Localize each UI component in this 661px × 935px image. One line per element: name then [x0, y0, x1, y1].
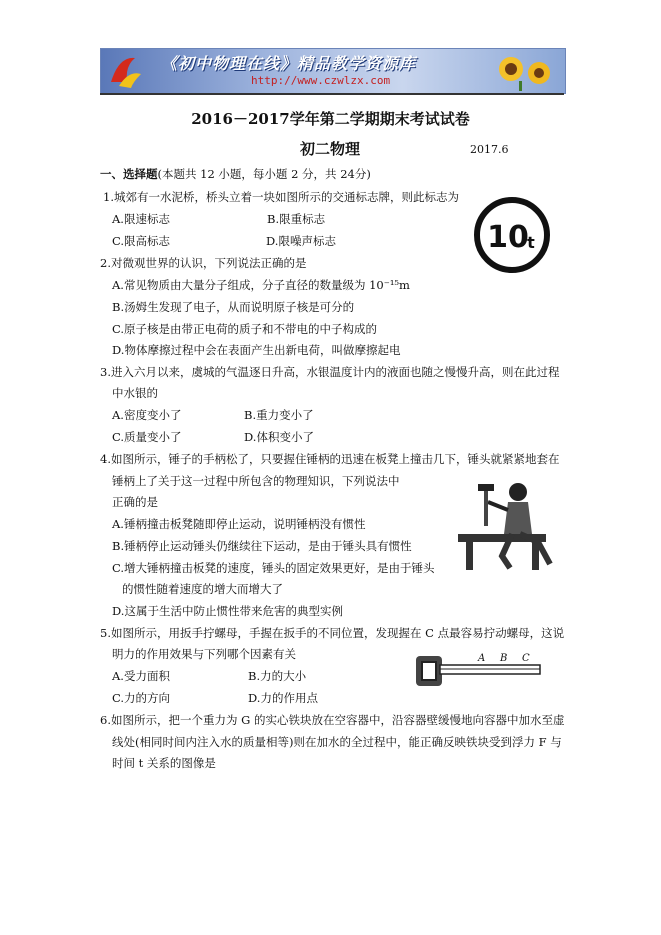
q4-option-a: A.锤柄撞击板凳随即停止运动，说明锤柄没有惯性 [112, 517, 366, 531]
section-label: 一、选择题 [100, 167, 158, 181]
q4-option-d: D.这属于生活中防止惯性带来危害的典型实例 [112, 604, 343, 618]
wrench-illustration-icon [414, 648, 544, 692]
q3-option-c: C.质量变小了 [112, 430, 182, 444]
sign-unit: t [527, 233, 535, 252]
q5-stem: 5.如图所示，用扳手拧螺母，手握在扳手的不同位置，发现握在 C 点最容易拧动螺母，这说 [100, 626, 565, 640]
banner-url: http://www.czwlzx.com [251, 74, 391, 87]
q3-option-d: D.体积变小了 [244, 430, 314, 444]
header-banner [100, 48, 566, 94]
q2-option-b: B.汤姆生发现了电子，从而说明原子核是可分的 [112, 300, 355, 314]
q3-option-a: A.密度变小了 [112, 408, 182, 422]
q2-option-c: C.原子核是由带正电荷的质子和不带电的中子构成的 [112, 322, 378, 336]
hammer-illustration-icon [458, 482, 558, 572]
sunflower-icon [489, 51, 559, 91]
q4-option-b: B.锤柄停止运动锤头仍继续往下运动，是由于锤头具有惯性 [112, 539, 412, 553]
wrench-label-b: B [500, 653, 508, 664]
q5-option-b: B.力的大小 [248, 669, 307, 683]
q2-option-d: D.物体摩擦过程中会在表面产生出新电荷，叫做摩擦起电 [112, 343, 401, 357]
q5-option-d: D.力的作用点 [248, 691, 318, 705]
exam-subject: 初二物理 [300, 140, 361, 158]
q6-stem: 6.如图所示，把一个重力为 G 的实心铁块放在空容器中，沿容器壁缓慢地向容器中加水至虚 [100, 713, 565, 727]
section-header [100, 166, 371, 182]
q1-option-a: A.限速标志 [112, 212, 170, 226]
q4-stem-cont-2: 正确的是 [112, 495, 158, 509]
q1-option-d: D.限噪声标志 [266, 234, 336, 248]
q1-option-c: C.限高标志 [112, 234, 171, 248]
wrench-label-c: C [522, 653, 530, 664]
site-logo-icon [105, 52, 145, 90]
q4-stem-cont: 锤柄上了关于这一过程中所包含的物理知识，下列说法中 [112, 474, 400, 488]
wrench-label-a: A [478, 653, 486, 664]
q5-stem-cont: 明力的作用效果与下列哪个因素有关 [112, 647, 296, 661]
banner-divider [100, 93, 564, 95]
q2-option-a: A.常见物质由大量分子组成，分子直径的数量级为 10⁻¹⁵m [112, 278, 410, 292]
exam-date: 2017.6 [470, 143, 509, 156]
banner-site-title: 《初中物理在线》精品教学资源库 [161, 54, 417, 73]
section-desc: (本题共 12 小题，每小题 2 分，共 24分) [157, 167, 371, 181]
q5-option-c: C.力的方向 [112, 691, 171, 705]
q6-stem-cont-2: 时间 t 关系的图像是 [112, 756, 216, 770]
weight-limit-sign-icon [474, 197, 550, 273]
q4-option-c: C.增大锤柄撞击板凳的速度，锤头的固定效果更好，是由于锤头 [112, 561, 435, 575]
q2-stem: 2.对微观世界的认识，下列说法正确的是 [100, 256, 307, 270]
q1-stem: 1.城郊有一水泥桥，桥头立着一块如图所示的交通标志牌，则此标志为 [103, 190, 459, 204]
q4-stem: 4.如图所示，锤子的手柄松了，只要握住锤柄的迅速在板凳上撞击几下，锤头就紧紧地套在 [100, 452, 560, 466]
q3-stem-cont: 中水银的 [112, 386, 158, 400]
q6-stem-cont: 线处(相同时间内注入水的质量相等)则在加水的全过程中，能正确反映铁块受到浮力 F 与 [112, 735, 562, 749]
q3-option-b: B.重力变小了 [244, 408, 314, 422]
q1-option-b: B.限重标志 [267, 212, 326, 226]
sign-number: 10 [487, 220, 529, 255]
q4-option-c-cont: 的惯性随着速度的增大而增大了 [122, 582, 283, 596]
exam-title: 2016－2017学年第二学期期末考试试卷 [191, 110, 470, 128]
q3-stem: 3.进入六月以来，虞城的气温逐日升高，水银温度计内的液面也随之慢慢升高，则在此过程 [100, 365, 560, 379]
q5-option-a: A.受力面积 [112, 669, 170, 683]
